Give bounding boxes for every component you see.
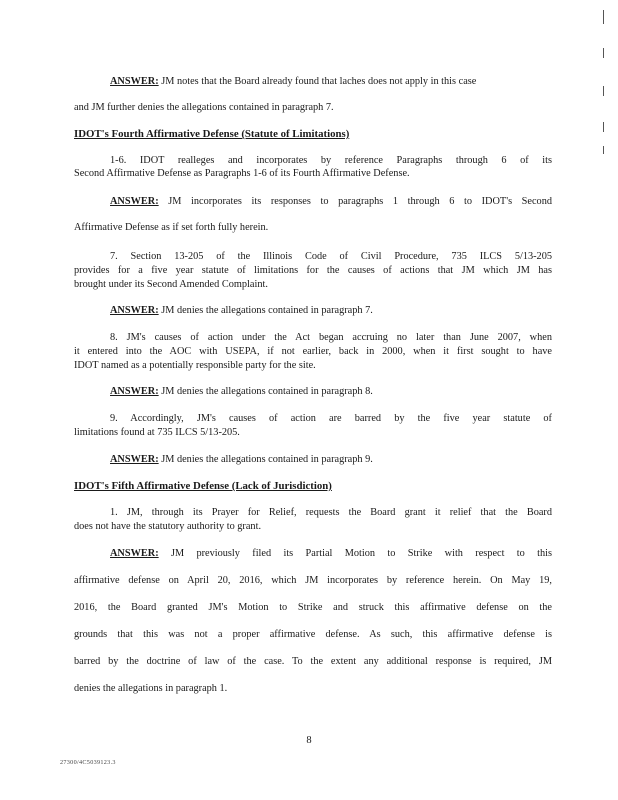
text-line: 2016, the Board granted JM's Motion to Strike and struck this affirmative defense on the <box>74 602 552 613</box>
margin-mark <box>603 122 604 132</box>
answer-paragraph <box>74 195 552 209</box>
text-line: JM incorporates its responses to paragraphs 1 through 6 to IDOT's Second <box>158 196 552 207</box>
answer-label: ANSWER: <box>110 454 159 465</box>
text-line: Second Affirmative Defense as Paragraphs 1-6 of its Fourth Affirmative Defense. <box>74 168 410 179</box>
margin-mark <box>603 48 604 58</box>
document-footer-code: 27300/4C5039123.3 <box>60 759 116 766</box>
margin-mark <box>603 86 604 96</box>
margin-mark <box>603 146 604 154</box>
text-line: does not have the statutory authority to grant. <box>74 521 262 532</box>
text-line: limitations found at 735 ILCS 5/13-205. <box>74 427 240 438</box>
answer-label: ANSWER: <box>110 196 159 207</box>
text-line: JM denies the allegations contained in paragraph 8. <box>158 386 373 397</box>
text-line: 1-6. IDOT realleges and incorporates by reference Paragraphs through 6 of its <box>110 155 552 166</box>
text-line: barred by the doctrine of law of the case. To the extent any additional response is required, JM <box>74 656 552 667</box>
answer-paragraph <box>74 385 552 399</box>
margin-mark <box>603 10 604 24</box>
section-heading-fifth-defense: IDOT's Fifth Affirmative Defense (Lack of Jurisdiction) <box>74 480 332 492</box>
text-line: denies the allegations in paragraph 1. <box>74 683 228 694</box>
answer-label: ANSWER: <box>110 76 159 87</box>
text-line: JM notes that the Board already found that laches does not apply in this case <box>158 76 477 87</box>
text-line: 8. JM's causes of action under the Act began accruing no later than June 2007, when <box>110 332 552 343</box>
text-line: 9. Accordingly, JM's causes of action are barred by the five year statute of <box>110 413 552 424</box>
answer-paragraph <box>74 453 552 467</box>
text-line: Affirmative Defense as if set forth fully herein. <box>74 222 269 233</box>
answer-paragraph-laches <box>74 75 552 89</box>
text-line: 7. Section 13-205 of the Illinois Code of Civil Procedure, 735 ILCS 5/13-205 <box>110 251 552 262</box>
text-line: brought under its Second Amended Complaint. <box>74 279 268 290</box>
text-line: IDOT named as a potentially responsible party for the site. <box>74 360 316 371</box>
text-line: and JM further denies the allegations contained in paragraph 7. <box>74 102 334 113</box>
text-line: affirmative defense on April 20, 2016, which JM incorporates by reference herein. On May 19, <box>74 575 552 586</box>
answer-paragraph <box>74 304 552 318</box>
page-number: 8 <box>306 735 312 746</box>
answer-paragraph <box>74 547 552 561</box>
text-line: JM denies the allegations contained in paragraph 9. <box>158 454 373 465</box>
text-line: grounds that this was not a proper affirmative defense. As such, this affirmative defense is <box>74 629 552 640</box>
text-line: it entered into the AOC with USEPA, if not earlier, back in 2000, when it first sought to have <box>74 346 552 357</box>
text-line: JM denies the allegations contained in paragraph 7. <box>158 305 373 316</box>
answer-label: ANSWER: <box>110 305 159 316</box>
answer-label: ANSWER: <box>110 548 159 559</box>
text-line: provides for a five year statute of limitations for the causes of actions that JM which JM has <box>74 265 552 276</box>
text-line: JM previously filed its Partial Motion to Strike with respect to this <box>158 548 552 559</box>
text-line: 1. JM, through its Prayer for Relief, requests the Board grant it relief that the Board <box>110 507 552 518</box>
answer-label: ANSWER: <box>110 386 159 397</box>
section-heading-fourth-defense: IDOT's Fourth Affirmative Defense (Statute of Limitations) <box>74 128 350 140</box>
